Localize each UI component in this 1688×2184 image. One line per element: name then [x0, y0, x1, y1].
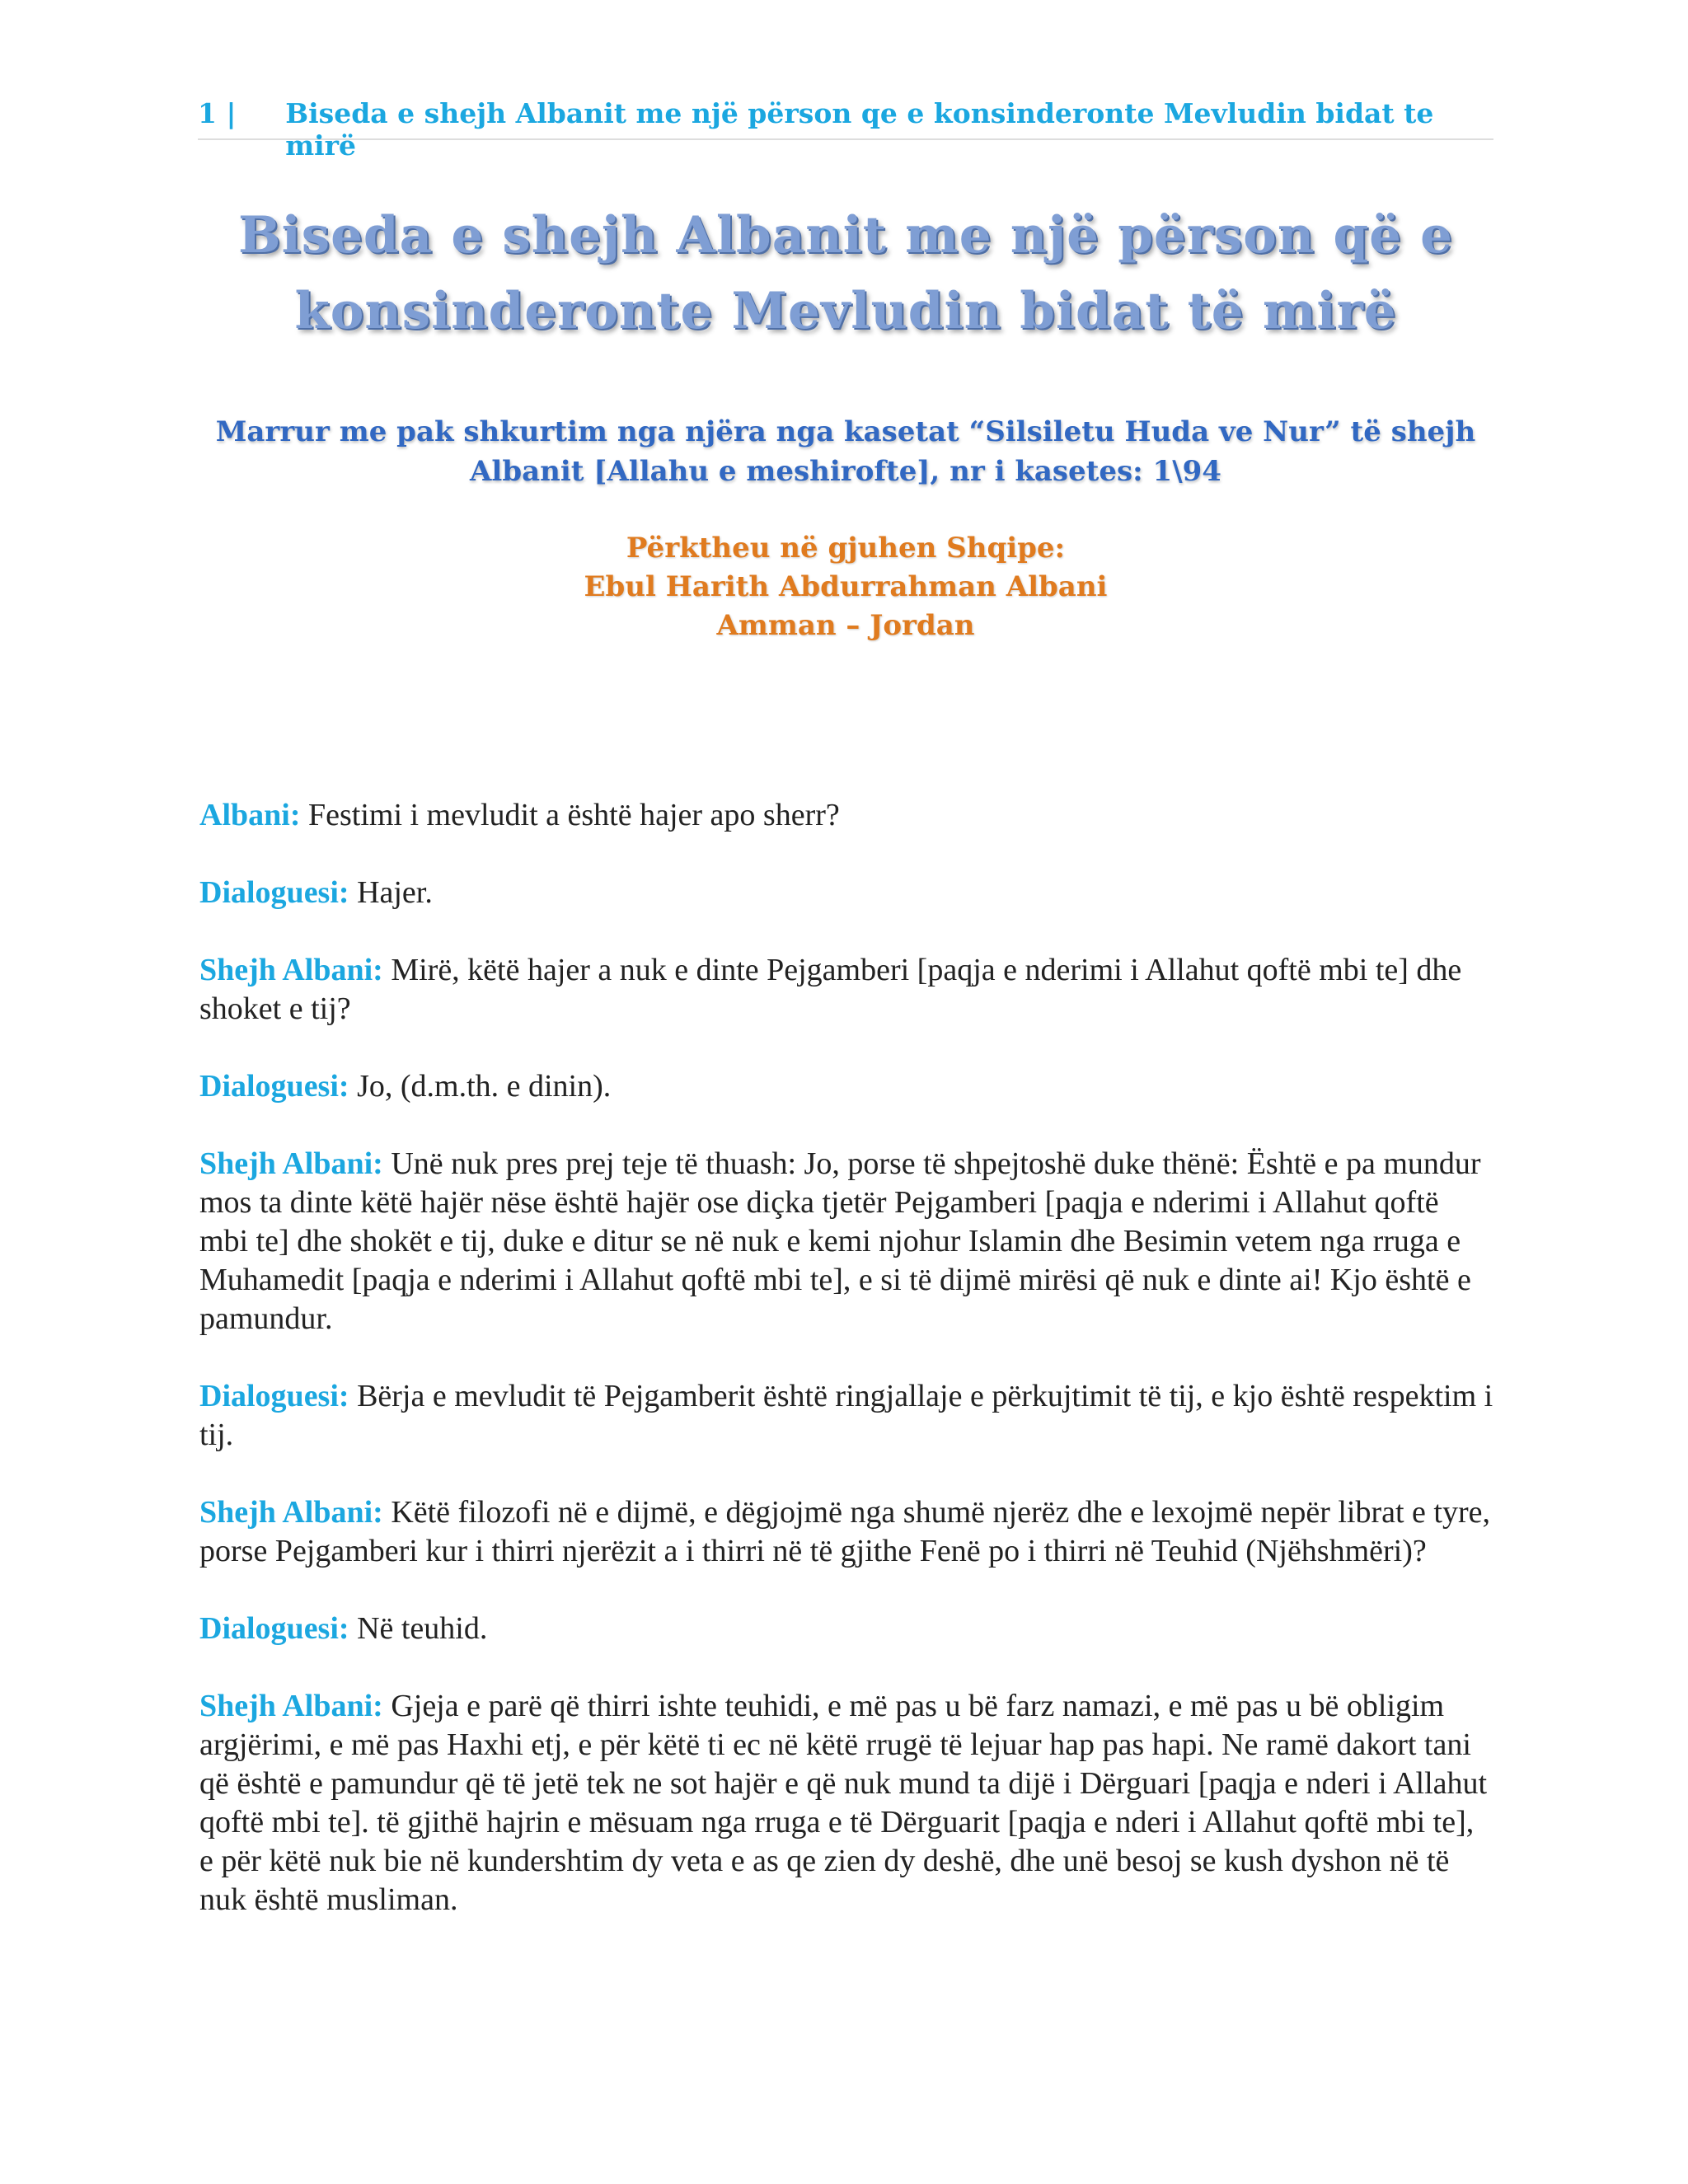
dialogue-text: Hajer. [357, 875, 433, 910]
running-header [198, 97, 1493, 162]
dialogue-text: Në teuhid. [357, 1611, 488, 1646]
speaker-label: Dialoguesi: [199, 1611, 349, 1646]
speaker-label: Shejh Albani: [199, 1495, 383, 1530]
dialogue-text: Festimi i mevludit a është hajer apo sherr? [307, 798, 840, 832]
document-title [198, 198, 1493, 349]
dialogue-text: Jo, (d.m.th. e dinin). [357, 1069, 612, 1104]
credits-line-3: Amman – Jordan [716, 609, 975, 642]
speaker-label: Shejh Albani: [199, 953, 383, 987]
dialogue-text: Bërja e mevludit të Pejgamberit është ringjallaje e përkujtimit të tij, e kjo është respektim i tij. [199, 1379, 1493, 1452]
document-subtitle [198, 412, 1493, 491]
dialogue-body [199, 796, 1495, 1958]
dialogue-paragraph [199, 796, 1495, 835]
dialogue-paragraph [199, 951, 1495, 1029]
dialogue-text: Gjeja e parë që thirri ishte teuhidi, e më pas u bë farz namazi, e më pas u bë obligim argjërimi, e më pas Haxhi etj, e për këtë ti ec në këtë rrugë të lejuar hap pas hapi. Ne ramë dakort tani që është e pamundur që të jetë tek ne sot hajër e që nuk mund ta dijë i Dërguari [paqja e nderi i Allahut qoftë mbi te]. të gjithë hajrin e mësuam nga rruga e të Dërguarit [paqja e nderi i Allahut qoftë mbi te], e për këtë nuk bie në kundershtim dy veta e as qe zien dy deshë, dhe unë besoj se kush dyshon në të nuk është musliman. [199, 1689, 1488, 1917]
subtitle-line-2: Albanit [Allahu e meshirofte], nr i kasetes: 1\94 [470, 455, 1221, 488]
credits-line-1: Përktheu në gjuhen Shqipe: [626, 532, 1066, 565]
dialogue-paragraph [199, 1687, 1495, 1919]
dialogue-paragraph [199, 1377, 1495, 1455]
credits-line-2: Ebul Harith Abdurrahman Albani [584, 570, 1108, 603]
dialogue-paragraph [199, 1610, 1495, 1648]
speaker-label: Shejh Albani: [199, 1689, 383, 1723]
running-title: Biseda e shejh Albanit me një përson qe e konsinderonte Mevludin bidat te mirë [285, 97, 1434, 162]
dialogue-paragraph [199, 1145, 1495, 1338]
dialogue-paragraph [199, 874, 1495, 912]
speaker-label: Dialoguesi: [199, 1379, 349, 1413]
dialogue-text: Unë nuk pres prej teje të thuash: Jo, porse të shpejtoshë duke thënë: Është e pa mundur mos ta dinte këtë hajër nëse është hajër ose diçka tjetër Pejgamberi [paqja e nderimi i Allahut qoftë mbi te] dhe shokët e tij, duke e ditur se në nuk e kemi njohur Islamin dhe Besimin vetem nga rruga e Muhamedit [paqja e nderimi i Allahut qoftë mbi te], e si të dijmë mirësi që nuk e dinte ai! Kjo është e pamundur. [199, 1146, 1481, 1336]
speaker-label: Shejh Albani: [199, 1146, 383, 1181]
dialogue-paragraph [199, 1493, 1495, 1571]
subtitle-line-1: Marrur me pak shkurtim nga njëra nga kasetat “Silsiletu Huda ve Nur” të shejh [215, 415, 1476, 448]
dialogue-text: Këtë filozofi në e dijmë, e dëgjojmë nga shumë njerëz dhe e lexojmë nepër librat e tyre, porse Pejgamberi kur i thirri njerëzit a i thirri në të gjithe Fenë po i thirri në Teuhid (Njëhshmëri)? [199, 1495, 1490, 1568]
translator-credits [198, 529, 1493, 645]
speaker-label: Dialoguesi: [199, 875, 349, 910]
title-line-2: konsinderonte Mevludin bidat të mirë [294, 282, 1397, 340]
dialogue-text: Mirë, këtë hajer a nuk e dinte Pejgamberi [paqja e nderimi i Allahut qoftë mbi te] dhe shoket e tij? [199, 953, 1462, 1026]
page-number: 1 | [198, 97, 237, 129]
dialogue-paragraph [199, 1067, 1495, 1106]
title-line-1: Biseda e shejh Albanit me një përson që e [238, 206, 1453, 265]
speaker-label: Albani: [199, 798, 301, 832]
speaker-label: Dialoguesi: [199, 1069, 349, 1104]
